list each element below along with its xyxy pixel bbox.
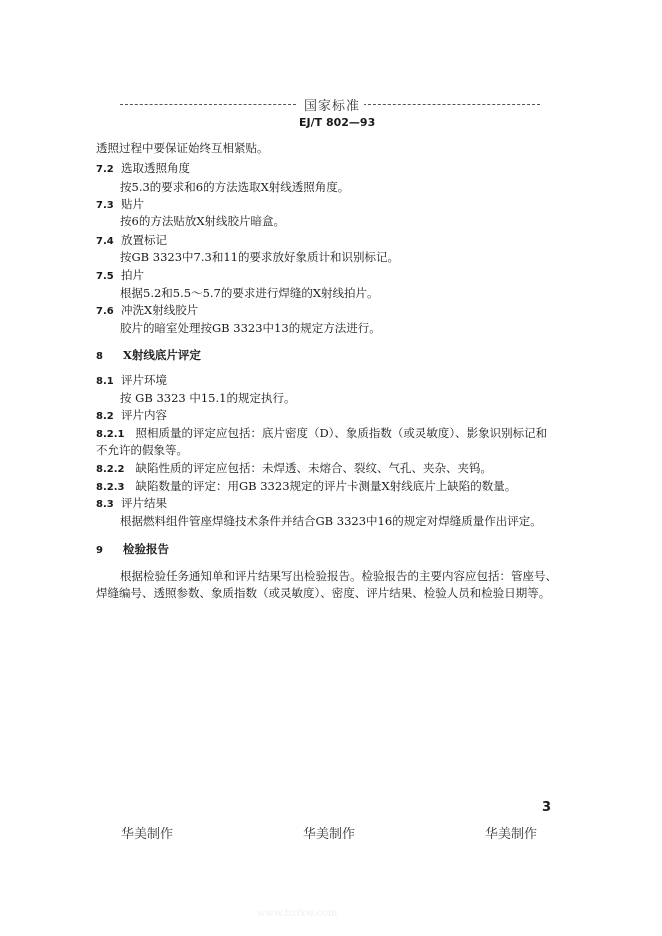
intro-line: 透照过程中要保证始终互相紧贴。 [96, 141, 269, 155]
chapter-9-heading [96, 541, 169, 557]
section-title: 选取透照角度 [121, 161, 191, 175]
paragraph-text: 缺陷数量的评定：用GB 3323规定的评片卡测量X射线底片上缺陷的数量。 [135, 479, 517, 493]
section-7-5-text: 根据5.2和5.5～5.7的要求进行焊缝的X射线拍片。 [120, 286, 379, 300]
section-8-2-3 [96, 478, 516, 496]
section-7-5-heading [96, 267, 144, 285]
section-number: 8.1 [96, 376, 114, 387]
section-number: 7.5 [96, 271, 114, 282]
section-8-3-text: 根据燃料组件管座焊缝技术条件并结合GB 3323中16的规定对焊缝质量作出评定。 [120, 514, 542, 528]
section-number: 7.2 [96, 164, 114, 175]
section-8-2-1-line2: 不允许的假象等。 [96, 443, 188, 457]
section-number: 7.4 [96, 236, 114, 247]
section-7-4-heading [96, 232, 167, 250]
section-8-1-text: 按 GB 3323 中15.1的规定执行。 [120, 391, 296, 405]
section-7-3-heading [96, 196, 144, 214]
section-8-2-heading [96, 407, 167, 425]
section-number: 7.6 [96, 306, 114, 317]
section-title: 评片结果 [121, 496, 168, 510]
header-rule-left [120, 104, 296, 105]
section-title: 评片内容 [121, 408, 168, 422]
section-7-2-text: 按5.3的要求和6的方法选取X射线透照角度。 [120, 180, 350, 194]
section-number: 8.3 [96, 499, 114, 510]
section-title: 冲洗X射线胶片 [121, 303, 199, 317]
section-7-3-text: 按6的方法贴放X射线胶片暗盒。 [120, 214, 286, 228]
chapter-9-line1: 根据检验任务通知单和评片结果写出检验报告。检验报告的主要内容应包括：管座号、 [120, 569, 557, 583]
section-8-1-heading [96, 372, 167, 390]
chapter-number: 9 [96, 545, 103, 556]
chapter-9-line2: 焊缝编号、透照参数、象质指数（或灵敏度）、密度、评片结果、检验人员和检验日期等。 [96, 586, 551, 600]
chapter-title: X射线底片评定 [123, 348, 201, 362]
section-8-2-2 [96, 460, 492, 478]
section-7-2-heading [96, 160, 190, 178]
section-title: 评片环境 [121, 373, 168, 387]
footer-right: 华美制作 [485, 827, 538, 842]
section-number: 7.3 [96, 200, 114, 211]
section-number: 8.2.3 [96, 482, 125, 493]
footer-left: 华美制作 [121, 827, 174, 842]
header-title: 国家标准 [300, 95, 364, 114]
page-number: 3 [542, 800, 552, 815]
chapter-8-heading [96, 347, 201, 363]
footer-center: 华美制作 [303, 827, 356, 842]
section-7-6-heading [96, 302, 198, 320]
section-8-2-1-line1 [96, 425, 547, 443]
section-7-4-text: 按GB 3323中7.3和11的要求放好象质计和识别标记。 [120, 250, 399, 264]
watermark: www.bzfxw.com [257, 908, 338, 919]
chapter-title: 检验报告 [123, 542, 169, 556]
paragraph-text: 照相质量的评定应包括：底片密度（D）、象质指数（或灵敏度）、影象识别标记和 [135, 426, 548, 440]
standard-code: EJ/T 802—93 [299, 116, 376, 129]
section-title: 放置标记 [121, 233, 168, 247]
section-number: 8.2 [96, 411, 114, 422]
section-title: 拍片 [121, 268, 145, 282]
chapter-number: 8 [96, 351, 103, 362]
section-8-3-heading [96, 495, 167, 513]
section-title: 贴片 [121, 197, 145, 211]
section-number: 8.2.1 [96, 429, 125, 440]
section-number: 8.2.2 [96, 464, 125, 475]
paragraph-text: 缺陷性质的评定应包括：未焊透、未熔合、裂纹、气孔、夹杂、夹钨。 [135, 461, 492, 475]
section-7-6-text: 胶片的暗室处理按GB 3323中13的规定方法进行。 [120, 321, 381, 335]
header-rule-right [358, 104, 540, 105]
